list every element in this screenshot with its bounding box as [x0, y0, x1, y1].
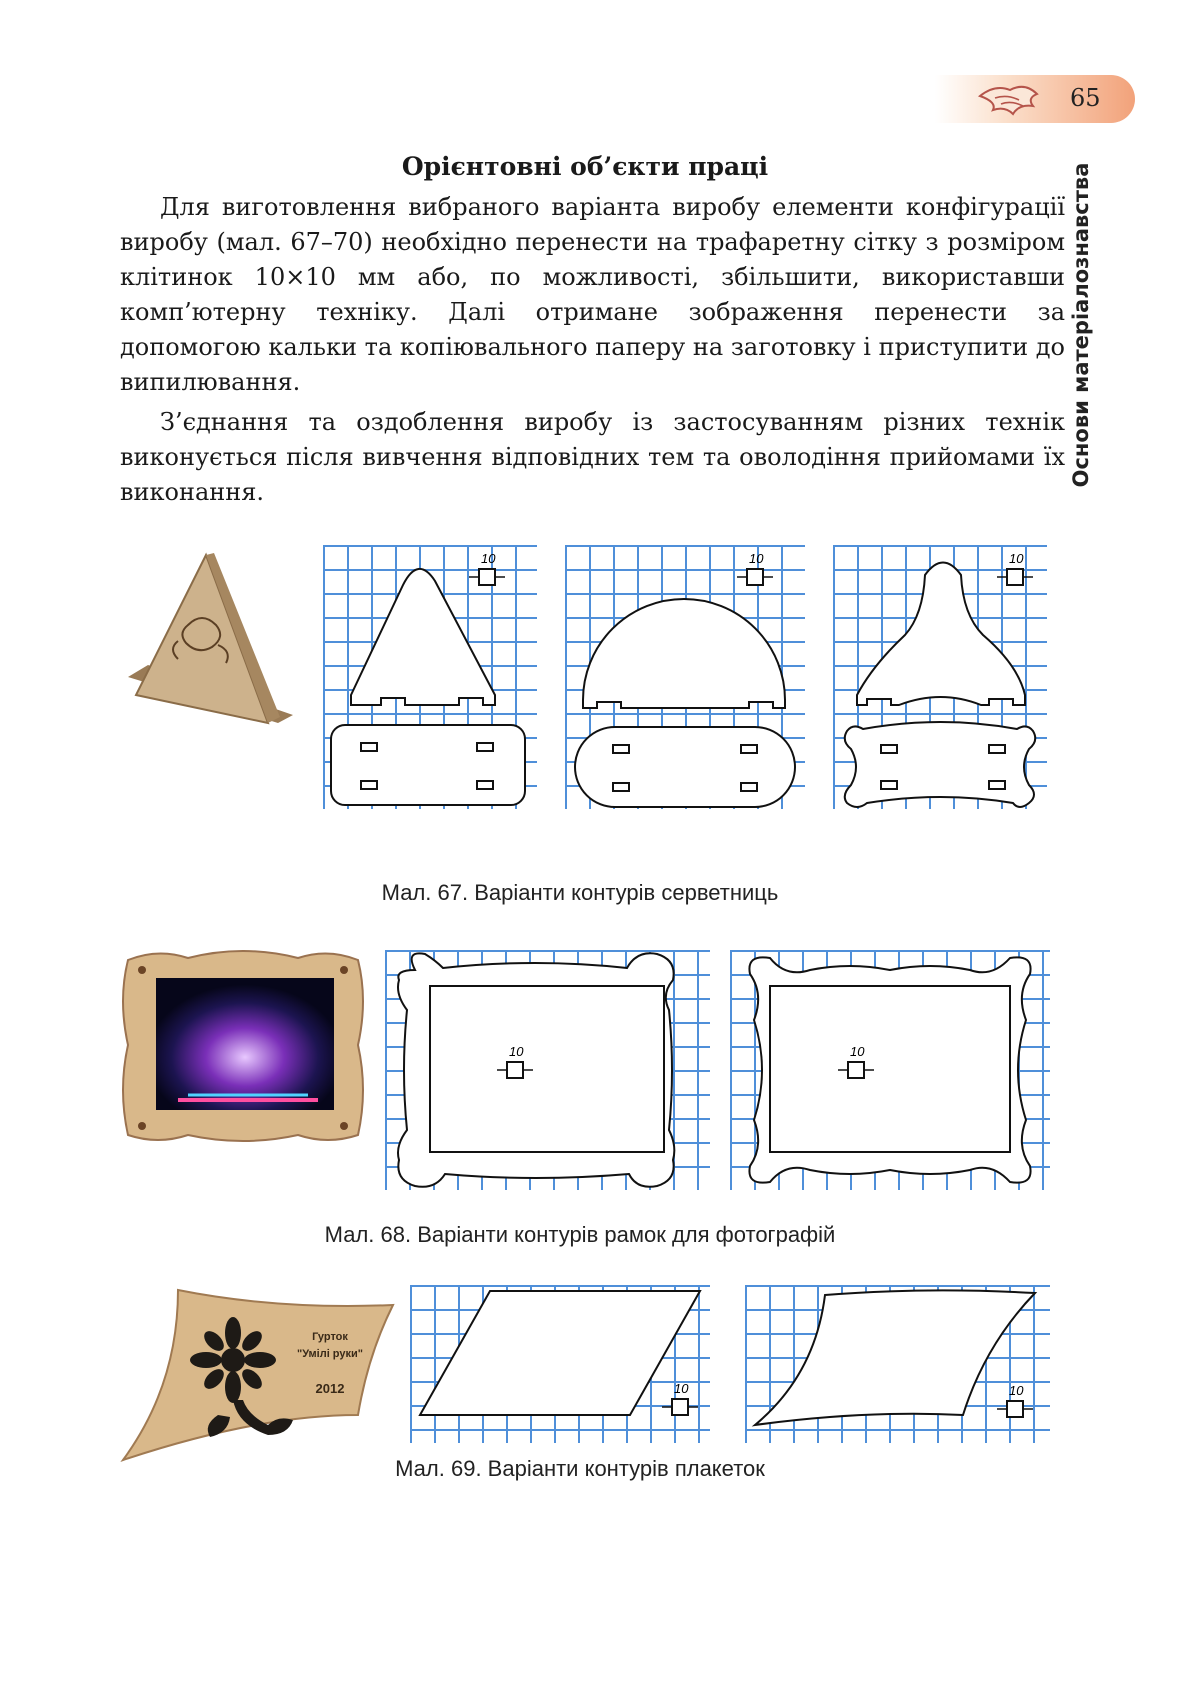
scale-label: 10	[481, 551, 496, 566]
grid-napkin-wave	[833, 545, 1047, 809]
hands-icon	[975, 76, 1045, 126]
grid-frame-wavy	[730, 950, 1050, 1190]
scale-label: 10	[749, 551, 764, 566]
figure-68-caption: Мал. 68. Варіанти контурів рамок для фотографій	[324, 1222, 836, 1247]
page-title: Орієнтовні об’єкти праці	[401, 152, 769, 181]
section-side-title	[1063, 155, 1099, 495]
scale-label: 10	[1009, 1383, 1024, 1398]
page-number: 65	[1070, 84, 1101, 112]
grid-napkin-semicircle	[565, 545, 805, 809]
paragraph-1: Для виготовлення вибраного варіанта виробу елементи конфігурації виробу (мал. 67–70) необхідно перенести на трафаретну сітку з розміром клітинок 10×10 мм або, по можливості, збільшити, використавши комп’ютерну техніку. Далі отримане зображення перенести за допомогою кальки та копіювального паперу на заготовку і приступити до випилювання.	[120, 193, 1065, 396]
plaque-line-2: "Умілі руки"	[297, 1348, 363, 1360]
scale-label: 10	[509, 1044, 524, 1059]
napkin-holder-photo	[118, 545, 298, 740]
scale-label: 10	[1009, 551, 1024, 566]
grid-frame-scalloped	[385, 950, 710, 1190]
photo-frame-photo	[118, 950, 368, 1145]
grid-plaque-parallelogram	[410, 1285, 710, 1443]
figure-69-caption: Мал. 69. Варіанти контурів плакеток	[395, 1456, 765, 1481]
grid-plaque-curved	[745, 1285, 1050, 1443]
plaque-photo	[118, 1285, 398, 1465]
section-side-title-text: Основи матеріалознавства	[1069, 162, 1093, 488]
figure-67-caption: Мал. 67. Варіанти контурів серветниць	[381, 880, 779, 905]
scale-label: 10	[674, 1381, 689, 1396]
paragraph-2: З’єднання та оздоблення виробу із застосуванням різних технік виконується після вивчення відповідних тем та оволодіння прийомами їх виконання.	[120, 408, 1065, 506]
plaque-line-3: 2012	[315, 1381, 345, 1396]
grid-napkin-triangle	[323, 545, 537, 809]
scale-label: 10	[850, 1044, 865, 1059]
plaque-line-1: Гурток	[312, 1331, 348, 1343]
